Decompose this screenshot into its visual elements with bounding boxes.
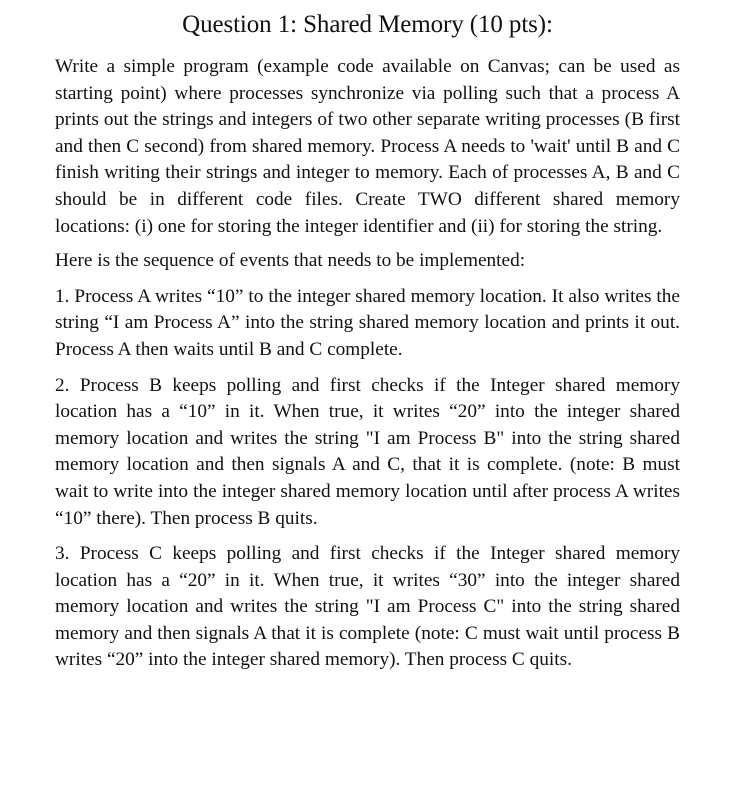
- step-1-paragraph: 1. Process A writes “10” to the integer shared memory location. It also writes the string “I am Process A” into the string shared memory location and prints it out. Process A then waits until B and C complete.: [55, 285, 680, 360]
- document-page: [55, 8, 680, 674]
- question-intro-paragraph: Write a simple program (example code available on Canvas; can be used as starting point) where processes synchronize via polling such that a process A prints out the strings and integers of two other separate writing processes (B first and then C second) from shared memory. Process A needs to 'wait' until B and C finish writing their strings and integer to memory. Each of processes A, B and C should be in different code files. Create TWO different shared memory locations: (i) one for storing the integer identifier and (ii) for storing the string.: [55, 56, 680, 237]
- sequence-heading: Here is the sequence of events that needs to be implemented:: [55, 250, 526, 272]
- question-title: Question 1: Shared Memory (10 pts):: [182, 11, 553, 38]
- step-3-paragraph: 3. Process C keeps polling and first checks if the Integer shared memory location has a “20” in it. When true, it writes “30” into the integer shared memory location and writes the string "I am Process C" into the string shared memory and then signals A that it is complete (note: C must wait until process B writes “20” into the integer shared memory). Then process C quits.: [55, 543, 680, 671]
- step-2-paragraph: 2. Process B keeps polling and first checks if the Integer shared memory location has a “10” in it. When true, it writes “20” into the integer shared memory location and writes the string "I am Process B" into the string shared memory location and then signals A and C, that it is complete. (note: B must wait to write into the integer shared memory location until after process A writes “10” there). Then process B quits.: [55, 374, 680, 529]
